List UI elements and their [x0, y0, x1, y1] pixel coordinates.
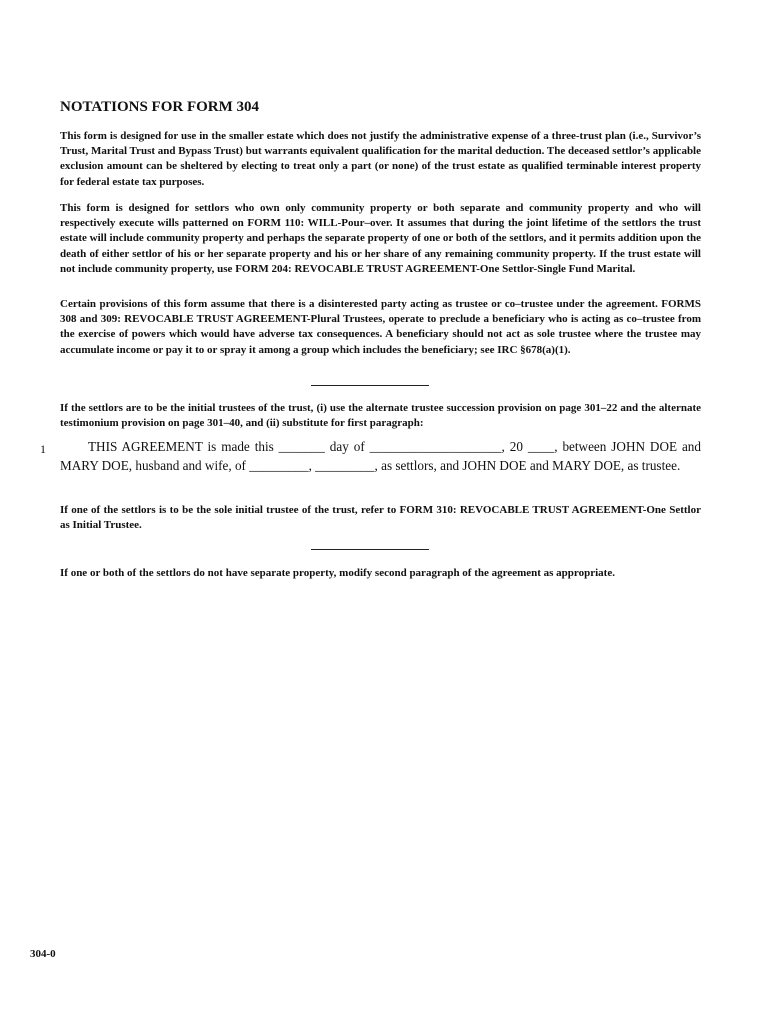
- note-paragraph-separate-property: If one or both of the settlors do not have separate property, modify second paragraph of the agreement as appropriate.: [60, 567, 615, 579]
- note-paragraph-initial-trustees: If the settlors are to be the initial trustees of the trust, (i) use the alternate trustee succession provision on page 301–22 and the alternate testimonium provision on page 301–40, and (ii) substitute for first paragraph:: [60, 402, 701, 430]
- note-paragraph-sole-trustee: If one of the settlors is to be the sole initial trustee of the trust, refer to FORM 310: REVOCABLE TRUST AGREEMENT-One Settlor as Initial Trustee.: [60, 504, 701, 532]
- agreement-paragraph: THIS AGREEMENT is made this _______ day of ____________________, 20 ____, between JOHN DOE and MARY DOE, husband and wife, of _________, _________, as settlors, and JOHN DOE and MARY DOE, as trustee.: [60, 439, 701, 473]
- section-divider: [311, 549, 429, 550]
- note-paragraph-community-property: This form is designed for settlors who own only community property or both separate and community property and who will respectively execute wills patterned on FORM 110: WILL-Pour–over. It assumes that during the joint lifetime of the settlors the trust estate will include community property and perhaps the separate property of one or both of the settlors, and it permits addition upon the death of either settlor of his or her separate property and his or her share of any remaining community property. If the trust estate will not include community property, use FORM 204: REVOCABLE TRUST AGREEMENT-One Settlor-Single Fund Marital.: [60, 202, 701, 275]
- page-number: 304-0: [30, 948, 56, 960]
- line-number: 1: [40, 442, 46, 456]
- note-paragraph-smaller-estate: This form is designed for use in the smaller estate which does not justify the administrative expense of a three-trust plan (i.e., Survivor’s Trust, Marital Trust and Bypass Trust) but warrants equivalent qualification for the marital deduction. The deceased settlor’s applicable exclusion amount can be sheltered by electing to treat only a part (or none) of the trust estate as qualified terminable interest property for federal estate tax purposes.: [60, 130, 701, 188]
- note-paragraph-disinterested-party: Certain provisions of this form assume that there is a disinterested party acting as trustee or co–trustee under the agreement. FORMS 308 and 309: REVOCABLE TRUST AGREEMENT-Plural Trustees, operate to preclude a beneficiary who is acting as co–trustee from the exercise of powers which would have adverse tax consequences. A beneficiary should not act as sole trustee where the trustee may accumulate income or pay it to or spray it among a group which includes the beneficiary; see IRC §678(a)(1).: [60, 298, 701, 356]
- section-divider: [311, 385, 429, 386]
- page-title: NOTATIONS FOR FORM 304: [60, 99, 260, 115]
